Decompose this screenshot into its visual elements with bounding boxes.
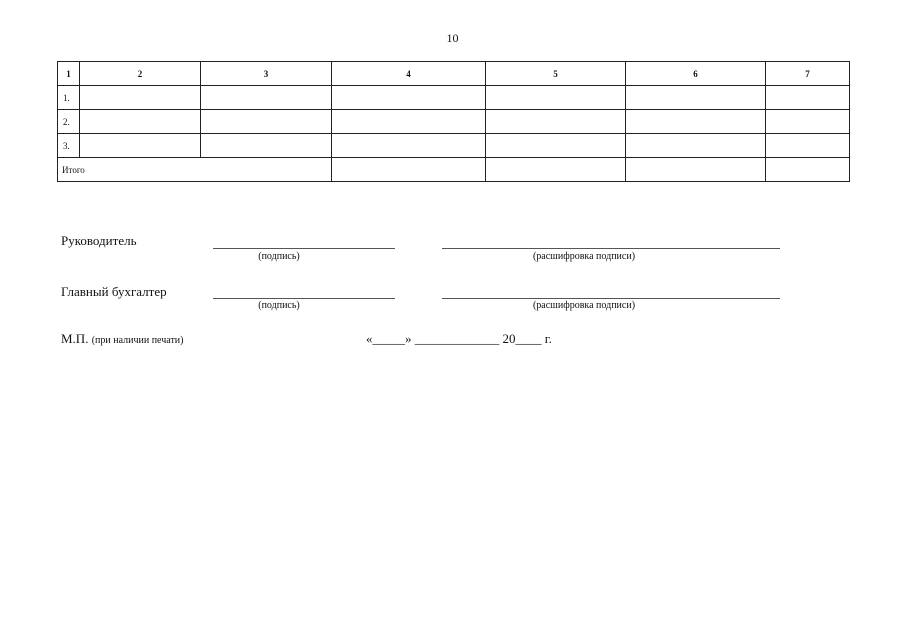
row-number: 2.: [58, 110, 80, 134]
table-cell[interactable]: [332, 110, 486, 134]
table-header-row: [58, 62, 850, 86]
accountant-label: Главный бухгалтер: [61, 284, 167, 299]
table-cell[interactable]: [766, 86, 850, 110]
total-cell[interactable]: [766, 158, 850, 182]
table-cell[interactable]: [201, 86, 332, 110]
column-header: 5: [486, 62, 626, 86]
table-row: [58, 86, 850, 110]
total-label: Итого: [58, 158, 332, 182]
table-cell[interactable]: [201, 110, 332, 134]
accountant-decode-line[interactable]: [442, 298, 780, 299]
column-header: 2: [80, 62, 201, 86]
table-cell[interactable]: [80, 110, 201, 134]
column-header: 4: [332, 62, 486, 86]
table-cell[interactable]: [80, 134, 201, 158]
table-cell[interactable]: [626, 86, 766, 110]
stamp-label: М.П.: [61, 331, 89, 346]
head-decode-line[interactable]: [442, 248, 780, 249]
row-number: 1.: [58, 86, 80, 110]
table-cell[interactable]: [201, 134, 332, 158]
table-cell[interactable]: [486, 134, 626, 158]
column-header: 7: [766, 62, 850, 86]
table-cell[interactable]: [626, 110, 766, 134]
column-header: 3: [201, 62, 332, 86]
table-cell[interactable]: [80, 86, 201, 110]
head-decode-hint: (расшифровка подписи): [532, 251, 636, 262]
report-table: [57, 61, 850, 182]
table-row: [58, 134, 850, 158]
head-signature-hint: (подпись): [258, 251, 300, 262]
table-cell[interactable]: [766, 110, 850, 134]
accountant-decode-hint: (расшифровка подписи): [532, 300, 636, 311]
table-row: [58, 110, 850, 134]
column-header: 1: [58, 62, 80, 86]
total-cell[interactable]: [332, 158, 486, 182]
table-cell[interactable]: [766, 134, 850, 158]
head-signature-line[interactable]: [213, 248, 395, 249]
column-header: 6: [626, 62, 766, 86]
date-field[interactable]: «_____» _____________ 20____ г.: [366, 331, 552, 346]
head-label: Руководитель: [61, 233, 137, 248]
table-cell[interactable]: [332, 86, 486, 110]
page-number: 10: [446, 31, 459, 45]
accountant-signature-line[interactable]: [213, 298, 395, 299]
table-cell[interactable]: [486, 86, 626, 110]
stamp-note: (при наличии печати): [91, 335, 184, 346]
stamp-block: [61, 331, 184, 347]
total-cell[interactable]: [486, 158, 626, 182]
table-cell[interactable]: [486, 110, 626, 134]
table-cell[interactable]: [332, 134, 486, 158]
total-row: [58, 158, 850, 182]
row-number: 3.: [58, 134, 80, 158]
table-cell[interactable]: [626, 134, 766, 158]
accountant-signature-hint: (подпись): [258, 300, 300, 311]
total-cell[interactable]: [626, 158, 766, 182]
